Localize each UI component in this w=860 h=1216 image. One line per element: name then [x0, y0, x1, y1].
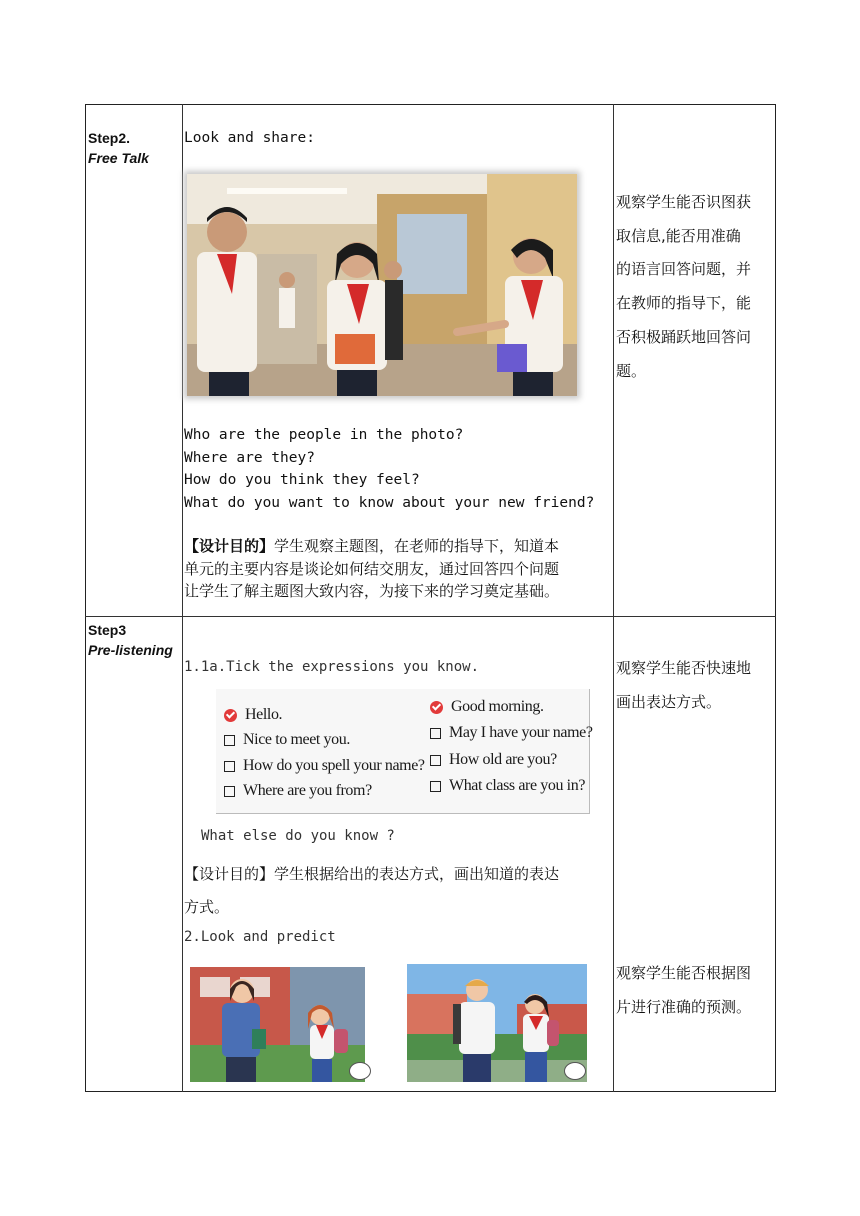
- checkbox-icon: [430, 755, 441, 766]
- expression-how-old[interactable]: How old are you?: [430, 751, 557, 769]
- question-4: What do you want to know about your new friend?: [184, 494, 595, 511]
- task2-instruction: 2.Look and predict: [184, 929, 336, 945]
- step2-label: Step2. Free Talk: [88, 130, 149, 166]
- checkbox-icon: [430, 781, 441, 792]
- task1-instruction: 1.1a.Tick the expressions you know.: [184, 659, 480, 675]
- question-2: Where are they?: [184, 449, 315, 466]
- answer-bubble-2[interactable]: [564, 1062, 586, 1080]
- question-1: Who are the people in the photo?: [184, 427, 464, 443]
- answer-bubble-1[interactable]: [349, 1062, 371, 1080]
- step2-assessment: 观察学生能否识图获 取信息,能否用准确 的语言回答问题，并 在教师的指导下，能 否积极踊跃地回答问 题。: [616, 193, 752, 380]
- checkbox-icon: [224, 761, 235, 772]
- checked-icon: [224, 709, 237, 722]
- design-label: 【设计目的】: [184, 537, 275, 555]
- step2-design-purpose: 【设计目的】学生观察主题图，在老师的指导下，知道本 单元的主要内容是谈论如何结交朋友，通过回答四个问题 让学生了解主题图大致内容，为接下来的学习奠定基础。: [184, 537, 560, 600]
- step2-intro: Look and share:: [184, 130, 315, 146]
- step2-questions: [184, 424, 594, 514]
- expression-where-from[interactable]: Where are you from?: [224, 782, 372, 800]
- checkbox-icon: [430, 728, 441, 739]
- expression-good-morning[interactable]: Good morning.: [430, 698, 544, 716]
- step3-assessment-2: 观察学生能否根据图 片进行准确的预测。: [616, 964, 752, 1016]
- classroom-photo: [187, 174, 577, 396]
- step3-design-purpose: 【设计目的】学生根据给出的表达方式，画出知道的表达 方式。: [184, 865, 560, 916]
- expression-what-class[interactable]: What class are you in?: [430, 777, 585, 795]
- step3-label: Step3 Pre-listening: [88, 622, 173, 658]
- else-question: What else do you know ?: [201, 828, 395, 844]
- question-3: How do you think they feel?: [184, 472, 420, 488]
- column-divider-1: [182, 104, 183, 1092]
- expression-may-i-have-name[interactable]: May I have your name?: [430, 724, 593, 742]
- cartoon-teacher-girl: [190, 967, 365, 1082]
- checked-icon: [430, 701, 443, 714]
- expression-spell-name[interactable]: How do you spell your name?: [224, 757, 425, 775]
- checkbox-icon: [224, 786, 235, 797]
- design-label: 【设计目的】: [184, 865, 275, 883]
- checkbox-icon: [224, 735, 235, 746]
- step3-assessment-1: 观察学生能否快速地 画出表达方式。: [616, 659, 752, 711]
- cartoon-boy-girl: [407, 964, 587, 1082]
- row-divider: [85, 616, 776, 617]
- expression-hello[interactable]: Hello.: [224, 706, 282, 724]
- expression-nice-to-meet-you[interactable]: Nice to meet you.: [224, 731, 350, 749]
